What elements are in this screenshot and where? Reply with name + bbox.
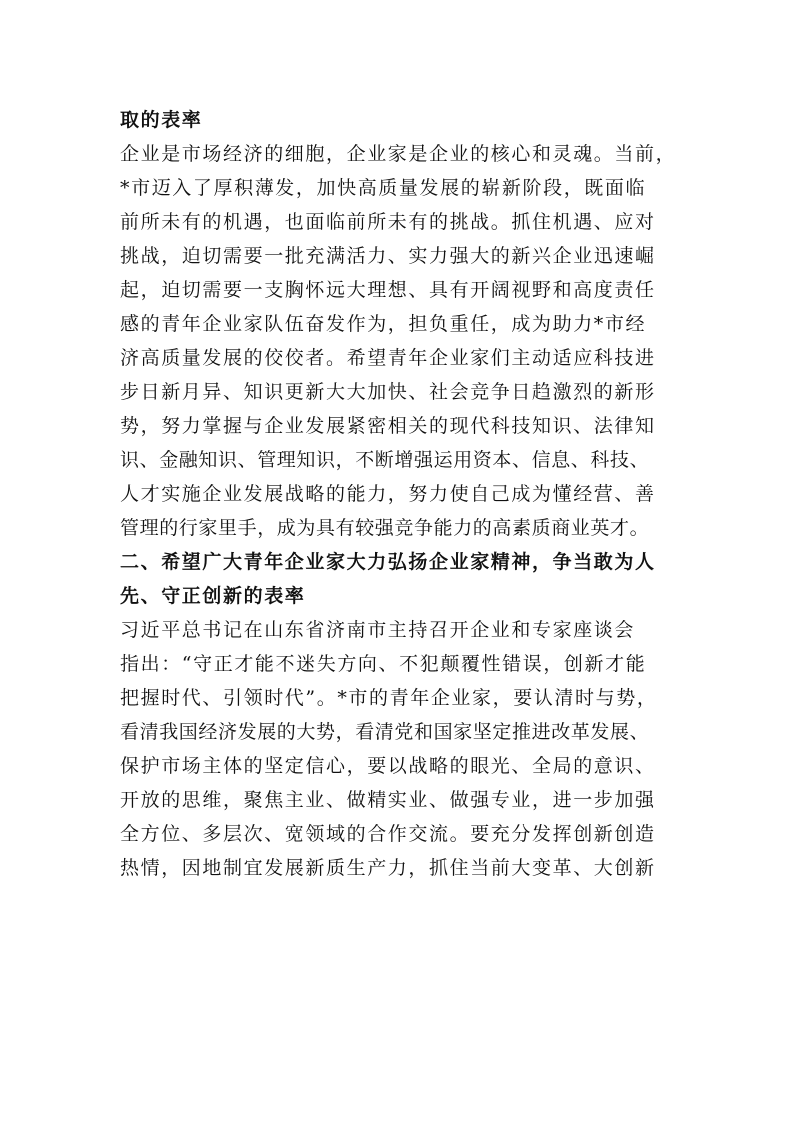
body-line: 保护市场主体的坚定信心，要以战略的眼光、全局的意识、 — [120, 755, 656, 777]
paragraph-2 — [120, 613, 690, 885]
heading-line: 二、希望广大青年企业家大力弘扬企业家精神，争当敢为人 — [120, 551, 656, 573]
body-line: 企业是市场经济的细胞，企业家是企业的核心和灵魂。当前， — [120, 143, 677, 165]
document-body — [120, 103, 690, 885]
paragraph-1 — [120, 137, 690, 545]
body-line: 管理的行家里手，成为具有较强竞争能力的高素质商业英才。 — [120, 517, 650, 539]
body-line: 指出：“守正才能不迷失方向、不犯颠覆性错误，创新才能 — [120, 653, 647, 675]
body-line: 前所未有的机遇，也面临前所未有的挑战。抓住机遇、应对 — [120, 211, 656, 233]
heading-line: 先、守正创新的表率 — [120, 585, 306, 607]
body-line: 识、金融知识、管理知识，不断增强运用资本、信息、科技、 — [120, 449, 650, 471]
body-line: *市迈入了厚积薄发，加快高质量发展的崭新阶段，既面临 — [120, 177, 647, 199]
body-line: 看清我国经济发展的大势，看清党和国家坚定推进改革发展、 — [120, 721, 650, 743]
body-line: 全方位、多层次、宽领域的合作交流。要充分发挥创新创造 — [120, 823, 656, 845]
body-line: 步日新月异、知识更新大大加快、社会竞争日趋激烈的新形 — [120, 381, 656, 403]
body-line: 挑战，迫切需要一批充满活力、实力强大的新兴企业迅速崛 — [120, 245, 656, 267]
body-line: 势，努力掌握与企业发展紧密相关的现代科技知识、法律知 — [120, 415, 656, 437]
section-heading-2 — [120, 545, 690, 613]
body-line: 起，迫切需要一支胸怀远大理想、具有开阔视野和高度责任 — [120, 279, 656, 301]
heading-continuation-line: 取的表率 — [120, 109, 203, 131]
body-line: 把握时代、引领时代”。*市的青年企业家，要认清时与势， — [120, 687, 658, 709]
body-line: 人才实施企业发展战略的能力，努力使自己成为懂经营、善 — [120, 483, 656, 505]
body-line: 感的青年企业家队伍奋发作为，担负重任，成为助力*市经 — [120, 313, 647, 335]
body-line: 习近平总书记在山东省济南市主持召开企业和专家座谈会 — [120, 619, 636, 641]
body-line: 开放的思维，聚焦主业、做精实业、做强专业，进一步加强 — [120, 789, 656, 811]
body-line: 济高质量发展的佼佼者。希望青年企业家们主动适应科技进 — [120, 347, 656, 369]
body-line: 热情，因地制宜发展新质生产力，抓住当前大变革、大创新 — [120, 857, 656, 879]
